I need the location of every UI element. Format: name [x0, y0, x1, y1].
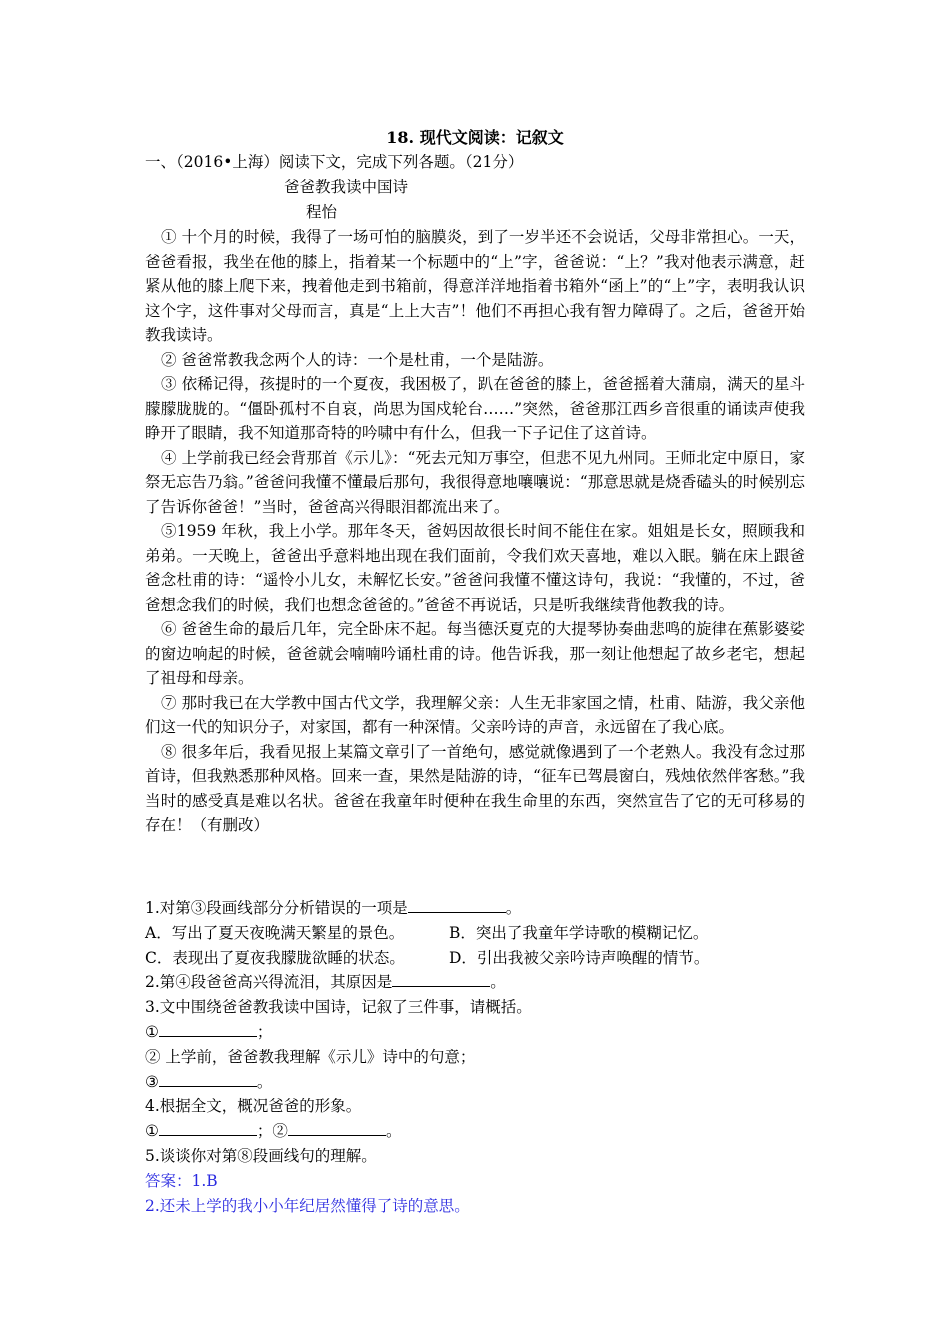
option-a: A．写出了夏天夜晚满天繁星的景色。 [145, 923, 405, 942]
answer-blank[interactable] [159, 1119, 257, 1136]
item-marker: ① [145, 1022, 159, 1041]
document-title: 18. 现代文阅读：记叙文 [386, 128, 564, 147]
answer-line-1: 答案：1.B [145, 1171, 218, 1190]
question-4: 4.根据全文，概况爸爸的形象。 [145, 1097, 362, 1116]
option-b: B．突出了我童年学诗歌的模糊记忆。 [449, 923, 709, 942]
item-marker: ② [272, 1122, 288, 1141]
option-c: C．表现出了夏夜我朦胧欲睡的状态。 [145, 948, 405, 967]
paragraph-8: ⑧ 很多年后，我看见报上某篇文章引了一首绝句，感觉就像遇到了一个老熟人。我没有念过那首诗，但我熟悉那种风格。回来一查，果然是陆游的诗，“征车已驾晨窗白，残烛依然伴客愁。”我当时的感受真是难以名状。爸爸在我童年时便种在我生命里的东西，突然宣告了它的无可移易的存在！（有删改） [145, 742, 805, 834]
item-marker: ① [145, 1122, 159, 1141]
section-header: 一、（2016•上海）阅读下文，完成下列各题。（21分） [145, 153, 524, 171]
question-1 [145, 896, 805, 921]
item-end: ； [256, 1022, 273, 1041]
question-4-answers [145, 1119, 805, 1144]
questions-section [145, 896, 805, 1218]
question-3-item-3 [145, 1070, 805, 1095]
question-1-end: 。 [505, 899, 522, 917]
question-1-text: 1.对第③段画线部分分析错误的一项是 [145, 899, 408, 917]
item-end: 。 [256, 1072, 273, 1091]
question-2 [145, 970, 805, 995]
question-2-text: 2.第④段爸爸高兴得流泪，其原因是 [145, 973, 393, 992]
paragraph-3: ③ 依稀记得，孩提时的一个夏夜，我困极了，趴在爸爸的膝上，爸爸摇着大蒲扇，满天的星斗朦朦胧胧的。“僵卧孤村不自哀，尚思为国戍轮台……”突然，爸爸那江西乡音很重的诵读声使我睁开了眼睛，我不知道那奇特的吟啸中有什么，但我一下子记住了这首诗。 [145, 375, 805, 442]
paragraph-7: ⑦ 那时我已在大学教中国古代文学，我理解父亲：人生无非家国之情，杜甫、陆游，我父亲他们这一代的知识分子，对家国，都有一种深情。父亲吟诗的声音，永远留在了我心底。 [145, 693, 805, 736]
paragraph-1: ① 十个月的时候，我得了一场可怕的脑膜炎，到了一岁半还不会说话，父母非常担心。一天，爸爸看报，我坐在他的膝上，指着某一个标题中的“上”字，爸爸说：“上？”我对他表示满意，赶紧从他的膝上爬下来，拽着他走到书箱前，得意洋洋地指着书箱外“函上”的“上”字，表明我认识这个字，这件事对父母而言，真是“上上大吉”！他们不再担心我有智力障碍了。之后，爸爸开始教我读诗。 [145, 228, 805, 344]
question-5: 5.谈谈你对第⑧段画线句的理解。 [145, 1146, 377, 1165]
paragraph-2: ② 爸爸常教我念两个人的诗：一个是杜甫，一个是陆游。 [161, 350, 554, 369]
article-author: 程怡 [306, 203, 338, 221]
question-3-item-2: ② 上学前，爸爸教我理解《示儿》诗中的句意； [145, 1047, 476, 1066]
answer-blank[interactable] [288, 1119, 386, 1136]
question-2-end: 。 [490, 973, 506, 992]
answer-line-2: 2.还未上学的我小小年纪居然懂得了诗的意思。 [145, 1196, 470, 1215]
question-3-item-1 [145, 1020, 805, 1045]
question-1-options-row-1 [145, 921, 805, 946]
question-1-options-row-2 [145, 946, 805, 971]
article-body [145, 225, 805, 838]
paragraph-4: ④ 上学前我已经会背那首《示儿》：“死去元知万事空，但悲不见九州同。王师北定中原日，家祭无忘告乃翁。”爸爸问我懂不懂最后那句，我很得意地嚷嚷说：“那意思就是烧香磕头的时候别忘了告诉你爸爸！”当时，爸爸高兴得眼泪都流出来了。 [145, 448, 805, 516]
question-3: 3.文中围绕爸爸教我读中国诗，记叙了三件事，请概括。 [145, 998, 532, 1017]
separator: ； [256, 1122, 273, 1141]
item-end: 。 [385, 1122, 402, 1141]
article-title: 爸爸教我读中国诗 [284, 178, 409, 196]
answer-blank[interactable] [159, 1020, 257, 1037]
option-d: D．引出我被父亲吟诗声唤醒的情节。 [449, 948, 710, 967]
answer-blank[interactable] [159, 1070, 257, 1087]
item-marker: ③ [145, 1072, 159, 1091]
answer-blank[interactable] [408, 896, 506, 913]
paragraph-6: ⑥ 爸爸生命的最后几年，完全卧床不起。每当德沃夏克的大提琴协奏曲悲鸣的旋律在蕉影婆娑的窗边响起的时候，爸爸就会喃喃吟诵杜甫的诗。他告诉我，那一刻让他想起了故乡老宅，想起了祖母和母亲。 [145, 620, 805, 687]
paragraph-5: ⑤1959 年秋，我上小学。那年冬天，爸妈因故很长时间不能住在家。姐姐是长女，照顾我和弟弟。一天晚上，爸爸出乎意料地出现在我们面前，令我们欢天喜地，难以入眠。躺在床上跟爸爸念杜甫的诗：“遥怜小儿女，未解忆长安。”爸爸问我懂不懂这诗句，我说：“我懂的，不过，爸爸想念我们的时候，我们也想念爸爸的。”爸爸不再说话，只是听我继续背他教我的诗。 [145, 522, 805, 614]
answer-blank[interactable] [392, 970, 490, 987]
